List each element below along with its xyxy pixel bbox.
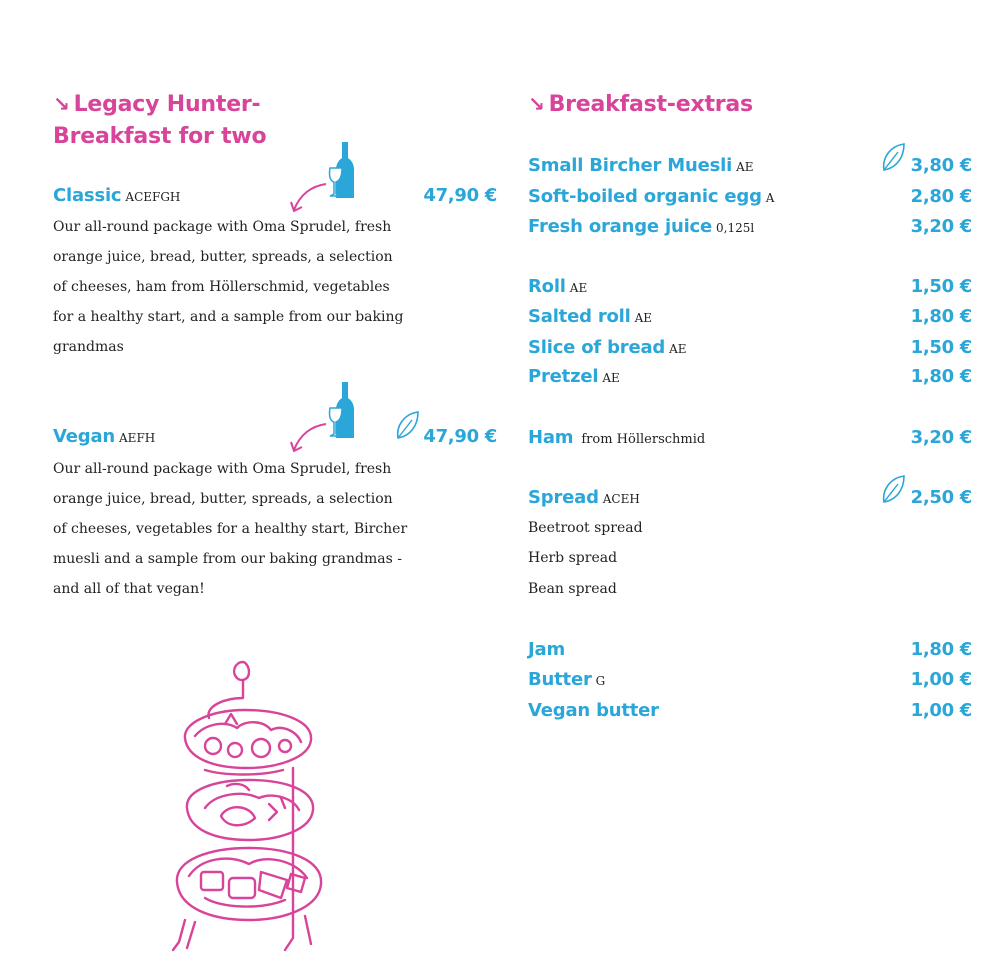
extra-item-spread: Spread ACEH	[528, 487, 640, 508]
extra-item-butter: Butter G	[528, 669, 606, 690]
extra-price-soft-boiled-egg: 2,80 €	[910, 186, 972, 207]
vegan-package-name: Vegan AEFH	[53, 426, 156, 447]
cake-stand-illustration	[165, 658, 335, 958]
vegan-leaf-icon	[880, 474, 906, 504]
classic-description: Our all-round package with Oma Sprudel, fresh orange juice, bread, butter, spreads, a selection of cheeses, ham from Höllerschmid, vegetables for a healthy start, and a sample from our baking grandmas	[53, 219, 404, 355]
extra-item-roll: Roll AE	[528, 276, 588, 297]
classic-price: 47,90 €	[423, 185, 497, 206]
extra-item-ham: Ham from Höllerschmid	[528, 427, 706, 448]
spread-option-bean: Bean spread	[528, 581, 617, 597]
extra-price-jam: 1,80 €	[910, 639, 972, 660]
bottle-glass-icon	[328, 382, 360, 438]
extra-item-slice-of-bread: Slice of bread AE	[528, 337, 687, 358]
extra-item-pretzel: Pretzel AE	[528, 366, 620, 387]
extra-item-fresh-orange-juice: Fresh orange juice 0,125l	[528, 216, 755, 237]
extra-price-spread: 2,50 €	[910, 487, 972, 508]
arrow-down-right-icon: ↘	[528, 92, 545, 116]
bottle-glass-icon	[328, 142, 360, 198]
vegan-price: 47,90 €	[423, 426, 497, 447]
extra-item-salted-roll: Salted roll AE	[528, 306, 653, 327]
extra-price-slice-of-bread: 1,50 €	[910, 337, 972, 358]
breakfast-for-two-title: ↘ Legacy Hunter- Breakfast for two	[53, 92, 267, 149]
spread-option-beetroot: Beetroot spread	[528, 520, 643, 536]
vegan-leaf-icon	[880, 142, 906, 172]
classic-allergens: ACEFGH	[125, 190, 181, 204]
extra-item-soft-boiled-egg: Soft-boiled organic egg A	[528, 186, 775, 207]
curved-arrow-icon	[288, 180, 330, 216]
extra-item-vegan-butter: Vegan butter	[528, 700, 659, 721]
extra-price-salted-roll: 1,80 €	[910, 306, 972, 327]
extra-price-pretzel: 1,80 €	[910, 366, 972, 387]
curved-arrow-icon	[288, 420, 330, 456]
extra-item-jam: Jam	[528, 639, 565, 660]
extra-price-vegan-butter: 1,00 €	[910, 700, 972, 721]
vegan-leaf-icon	[394, 410, 420, 440]
vegan-allergens: AEFH	[119, 431, 156, 445]
extra-price-small-bircher-muesli: 3,80 €	[910, 155, 972, 176]
vegan-description: Our all-round package with Oma Sprudel, fresh orange juice, bread, butter, spreads, a selection of cheeses, vegetables for a healthy start, Bircher muesli and a sample from our baking grandmas - and all of that vegan!	[53, 461, 408, 597]
extra-price-butter: 1,00 €	[910, 669, 972, 690]
breakfast-extras-title: ↘ Breakfast-extras	[528, 92, 753, 117]
extra-price-ham: 3,20 €	[910, 427, 972, 448]
extra-item-small-bircher-muesli: Small Bircher Muesli AE	[528, 155, 754, 176]
extra-price-fresh-orange-juice: 3,20 €	[910, 216, 972, 237]
arrow-down-right-icon: ↘	[53, 92, 70, 116]
classic-package-name: Classic ACEFGH	[53, 185, 181, 206]
extra-price-roll: 1,50 €	[910, 276, 972, 297]
spread-option-herb: Herb spread	[528, 550, 618, 566]
